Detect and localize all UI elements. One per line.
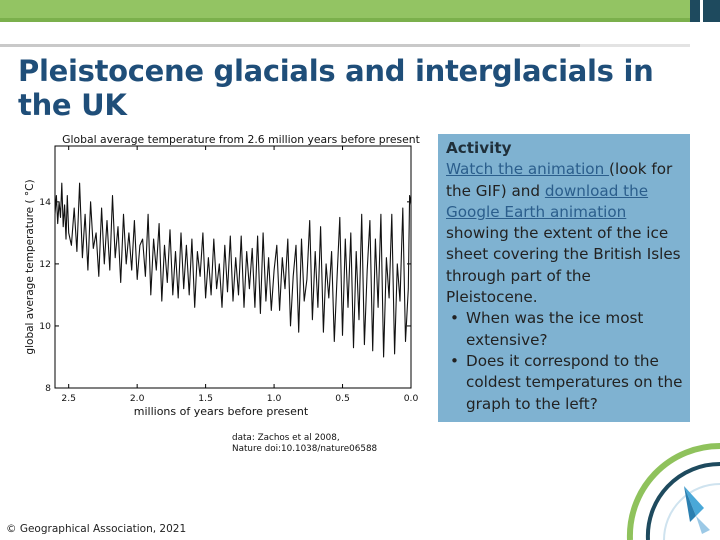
activity-text-2: showing the extent of the ice sheet covering the British Isles through part of the Pleistocene. — [446, 224, 681, 307]
activity-instructions — [446, 159, 686, 308]
temperature-chart — [14, 132, 430, 458]
list-item — [446, 351, 686, 415]
y-tick-label: 10 — [39, 320, 51, 332]
activity-heading: Activity — [446, 139, 512, 157]
bullet-icon: • — [450, 309, 459, 328]
x-tick-label: 0.0 — [403, 393, 419, 404]
title-underline-light — [580, 44, 690, 47]
watch-animation-link[interactable]: Watch the animation — [446, 160, 610, 179]
x-tick-label: 0.5 — [335, 393, 350, 404]
question-text: When was the ice most extensive? — [466, 309, 644, 349]
y-axis-label: global average temperature ( °C) — [24, 179, 36, 355]
y-tick-label: 14 — [39, 196, 51, 208]
slide-title: Pleistocene glacials and interglacials in the UK — [18, 54, 654, 122]
copyright-footer: © Geographical Association, 2021 — [6, 523, 187, 535]
y-tick-label: 12 — [39, 258, 51, 270]
x-tick-label: 2.5 — [61, 393, 77, 404]
x-axis-label: millions of years before present — [133, 405, 309, 418]
source-note: Nature doi:10.1038/nature06588 — [232, 444, 378, 454]
top-decorative-bar — [0, 0, 720, 22]
activity-box — [438, 134, 690, 422]
x-tick-label: 1.5 — [198, 393, 213, 404]
x-tick-label: 2.0 — [129, 393, 145, 404]
source-note: data: Zachos et al 2008, — [232, 433, 340, 443]
activity-text-1: (look for the GIF) and — [446, 160, 673, 200]
bullet-icon: • — [450, 351, 459, 370]
plot-frame — [55, 146, 411, 388]
title-underline — [0, 44, 580, 47]
download-animation-link[interactable]: download the Google Earth animation — [446, 181, 649, 221]
list-item — [446, 308, 686, 351]
question-list — [446, 308, 686, 414]
chart-title: Global average temperature from 2.6 million years before present — [62, 133, 420, 146]
compass-logo-icon — [626, 438, 720, 540]
x-tick-label: 1.0 — [266, 393, 282, 404]
y-tick-label: 8 — [45, 383, 51, 394]
question-text: Does it correspond to the coldest temperatures on the graph to the left? — [466, 351, 683, 413]
